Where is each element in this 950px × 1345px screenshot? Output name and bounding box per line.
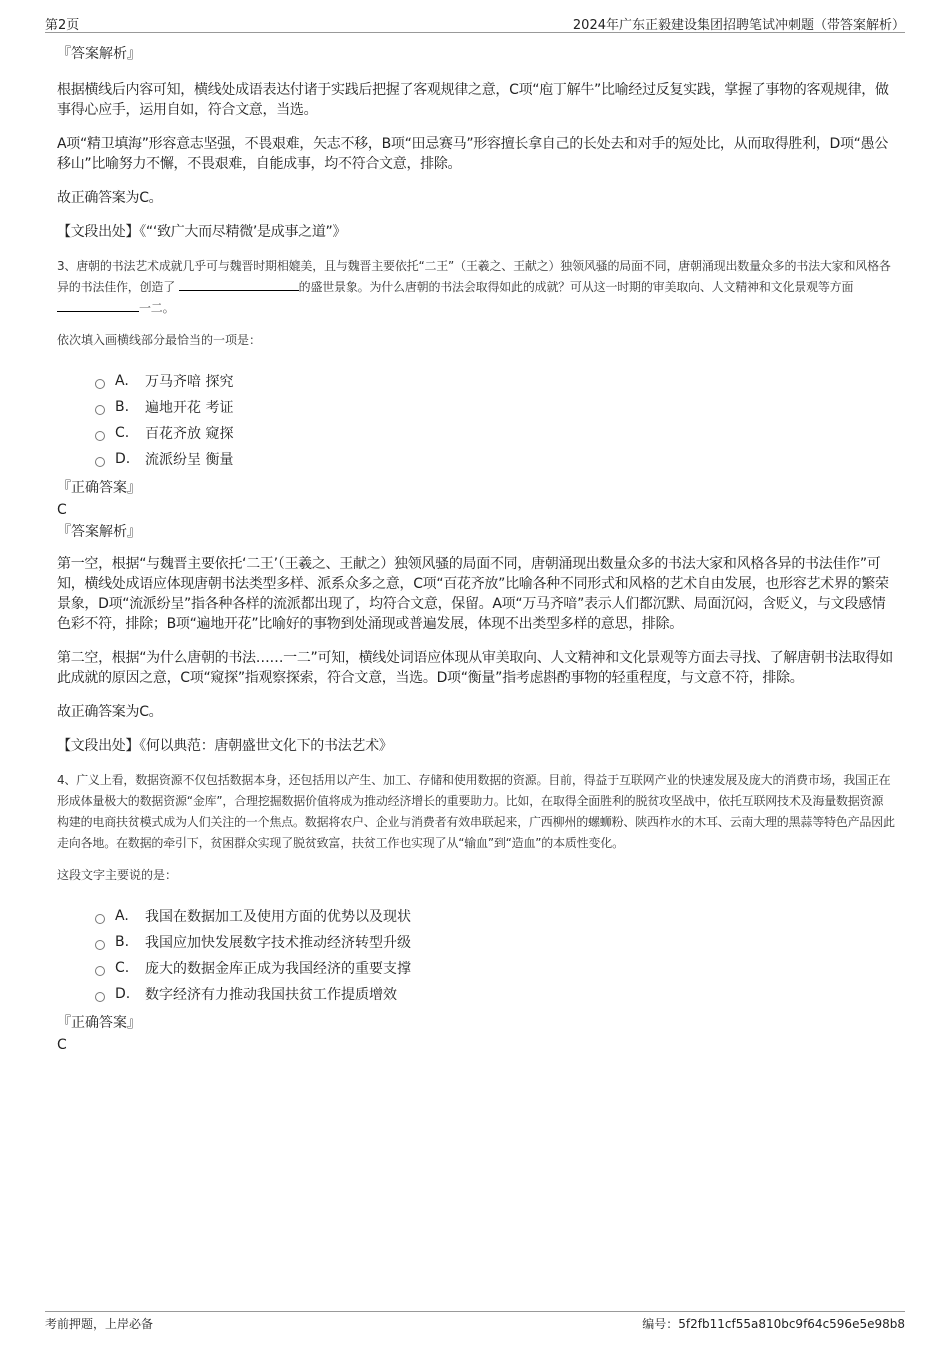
question-4-text: 4、广义上看，数据资源不仅包括数据本身，还包括用以产生、加工、存储和使用数据的资源。目前，得益于互联网产业的快速发展及庞大的消费市场，我国正在形成体量极大的数据资源“金库”，合理挖掘数据价值将成为推动经济增长的重要助力。比如，在取得全面胜利的脱贫攻坚战中，依托互联网技术及海量数据资源构建的电商扶贫模式成为人们关注的一个焦点。数据将农户、企业与消费者有效串联起来，广西柳州的螺蛳粉、陕西柞水的木耳、云南大理的黑蒜等特色产品因此走向各地。在数据的牵引下，贫困群众实现了脱贫致富，扶贫工作也实现了从“输血”到“造血”的本质性变化。 <box>57 773 895 850</box>
option-key: A. <box>115 908 129 924</box>
analysis-label: 『答案解析』 <box>57 524 141 540</box>
option-text: 百花齐放 窥探 <box>145 426 234 442</box>
analysis-paragraph: 根据横线后内容可知，横线处成语表达付诸于实践后把握了客观规律之意，C项“庖丁解牛”比喻经过反复实践，掌握了事物的客观规律，做事得心应手，运用自如，符合文意，当选。 <box>57 82 889 118</box>
question-4-options <box>95 903 895 1007</box>
option-text: 庞大的数据金库正成为我国经济的重要支撑 <box>145 961 411 977</box>
radio-icon[interactable] <box>95 966 105 976</box>
page-footer <box>45 1311 905 1331</box>
page-number: 第2页 <box>45 18 80 33</box>
question-text-part: 3、唐朝的书法艺术成就几乎可与魏晋时期相媲美，且与魏晋主要依托“二王”（王羲之、王献之）独领风骚的局面不同，唐朝涌现出数量众多的书法大家和风格各异的书法佳作，创造了 <box>57 259 891 294</box>
option-a[interactable] <box>95 368 895 394</box>
radio-icon[interactable] <box>95 914 105 924</box>
question-3-options <box>95 368 895 472</box>
option-d[interactable] <box>95 446 895 472</box>
option-b[interactable] <box>95 929 895 955</box>
source-citation: 【文段出处】《“‘致广大而尽精微’是成事之道”》 <box>57 224 347 240</box>
option-text: 我国应加快发展数字技术推动经济转型升级 <box>145 935 411 951</box>
option-text: 流派纷呈 衡量 <box>145 452 234 468</box>
analysis-paragraph: 故正确答案为C。 <box>57 190 163 206</box>
footer-slogan: 考前押题，上岸必备 <box>45 1317 154 1331</box>
question-prompt: 依次填入画横线部分最恰当的一项是： <box>57 333 262 347</box>
blank-line <box>179 278 299 291</box>
radio-icon[interactable] <box>95 940 105 950</box>
correct-answer: C <box>57 1037 67 1053</box>
option-key: B. <box>115 934 130 950</box>
radio-icon[interactable] <box>95 379 105 389</box>
source-citation: 【文段出处】《何以典范：唐朝盛世文化下的书法艺术》 <box>57 738 393 754</box>
option-text: 遍地开花 考证 <box>145 400 234 416</box>
radio-icon[interactable] <box>95 431 105 441</box>
document-code: 编号：5f2fb11cf55a810bc9f64c596e5e98b8 <box>642 1317 905 1331</box>
option-key: A. <box>115 373 129 389</box>
correct-answer-label: 『正确答案』 <box>57 480 141 496</box>
analysis-label: 『答案解析』 <box>57 46 141 62</box>
option-a[interactable] <box>95 903 895 929</box>
page-header <box>45 14 905 33</box>
correct-answer: C <box>57 502 67 518</box>
question-text-part: 的盛世景象。为什么唐朝的书法会取得如此的成就？可从这一时期的审美取向、人文精神和文化景观等方面 <box>298 280 854 294</box>
option-key: D. <box>115 451 131 467</box>
option-b[interactable] <box>95 394 895 420</box>
option-key: C. <box>115 960 130 976</box>
option-text: 万马齐喑 探究 <box>145 374 234 390</box>
option-text: 数字经济有力推动我国扶贫工作提质增效 <box>145 987 397 1003</box>
analysis-paragraph: 第二空，根据“为什么唐朝的书法……一二”可知，横线处词语应体现从审美取向、人文精神和文化景观等方面去寻找、了解唐朝书法取得如此成就的原因之意，C项“窥探”指观察探索，符合文意，当选。D项“衡量”指考虑斟酌事物的轻重程度，与文意不符，排除。 <box>57 650 893 686</box>
document-title: 2024年广东正毅建设集团招聘笔试冲刺题（带答案解析） <box>572 18 905 33</box>
option-text: 我国在数据加工及使用方面的优势以及现状 <box>145 909 411 925</box>
option-key: C. <box>115 425 130 441</box>
correct-answer-label: 『正确答案』 <box>57 1015 141 1031</box>
option-key: B. <box>115 399 130 415</box>
analysis-paragraph: 第一空，根据“与魏晋主要依托‘二王’（王羲之、王献之）独领风骚的局面不同，唐朝涌现出数量众多的书法大家和风格各异的书法佳作”可知，横线处成语应体现唐朝书法类型多样、派系众多之意，C项“百花齐放”比喻各种不同形式和风格的艺术自由发展，也形容艺术界的繁荣景象，D项“流派纷呈”指各种各样的流派都出现了，均符合文意，保留。A项“万马齐喑”表示人们都沉默、局面沉闷，含贬义，与文段感情色彩不符，排除；B项“遍地开花”比喻好的事物到处涌现或普遍发展，体现不出类型多样的意思，排除。 <box>57 556 889 632</box>
question-3-text <box>57 256 895 319</box>
question-prompt: 这段文字主要说的是： <box>57 868 178 882</box>
radio-icon[interactable] <box>95 457 105 467</box>
analysis-paragraph: 故正确答案为C。 <box>57 704 163 720</box>
option-d[interactable] <box>95 981 895 1007</box>
option-c[interactable] <box>95 955 895 981</box>
question-text-part: 一二。 <box>139 301 175 315</box>
analysis-paragraph: A项“精卫填海”形容意志坚强，不畏艰难，矢志不移，B项“田忌赛马”形容擅长拿自己的长处去和对手的短处比，从而取得胜利，D项“愚公移山”比喻努力不懈，不畏艰难，自能成事，均不符合文意，排除。 <box>57 136 889 172</box>
radio-icon[interactable] <box>95 405 105 415</box>
radio-icon[interactable] <box>95 992 105 1002</box>
option-c[interactable] <box>95 420 895 446</box>
blank-line <box>57 299 139 312</box>
option-key: D. <box>115 986 131 1002</box>
document-body <box>57 44 895 1057</box>
